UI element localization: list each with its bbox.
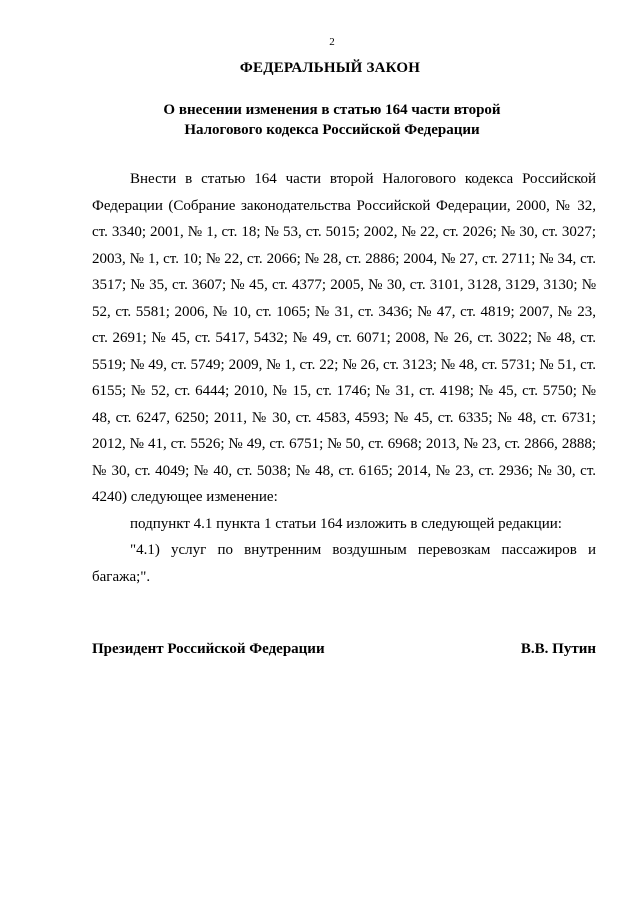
- document-type-heading: ФЕДЕРАЛЬНЫЙ ЗАКОН: [239, 60, 421, 76]
- paragraph-new-wording: "4.1) услуг по внутренним воздушным перевозкам пассажиров и багажа;".: [92, 542, 596, 585]
- document-body: [92, 166, 596, 590]
- signatory-name: В.В. Путин: [520, 641, 596, 657]
- title-line-2: Налогового кодекса Российской Федерации: [184, 122, 480, 138]
- signatory-position: Президент Российской Федерации: [92, 641, 325, 657]
- paragraph-subpoint-instruction: подпункт 4.1 пункта 1 статьи 164 изложить в следующей редакции:: [130, 515, 562, 532]
- page-number: 2: [329, 36, 335, 48]
- paragraph-amendment-intro: Внести в статью 164 части второй Налогового кодекса Российской Федерации (Собрание законодательства Российской Федерации, 2000, № 32, ст. 3340; 2001, № 1, ст. 18; № 53, ст. 5015; 2002, № 22, ст. 2026; № 30, ст. 3027; 2003, № 1, ст. 10; № 22, ст. 2066; № 28, ст. 2886; 2004, № 27, ст. 2711; № 34, ст. 3517; № 35, ст. 3607; № 45, ст. 4377; 2005, № 30, ст. 3101, 3128, 3129, 3130; № 52, ст. 5581; 2006, № 10, ст. 1065; № 31, ст. 3436; № 47, ст. 4819; 2007, № 23, ст. 2691; № 45, ст. 5417, 5432; № 49, ст. 6071; 2008, № 26, ст. 3022; № 48, ст. 5519; № 49, ст. 5749; 2009, № 1, ст. 22; № 26, ст. 3123; № 48, ст. 5731; № 51, ст. 6155; № 52, ст. 6444; 2010, № 15, ст. 1746; № 31, ст. 4198; № 45, ст. 5750; № 48, ст. 6247, 6250; 2011, № 30, ст. 4583, 4593; № 45, ст. 6335; № 48, ст. 6731; 2012, № 41, ст. 5526; № 49, ст. 6751; № 50, ст. 6968; 2013, № 23, ст. 2866, 2888; № 30, ст. 4049; № 40, ст. 5038; № 48, ст. 6165; 2014, № 23, ст. 2936; № 30, ст. 4240) следующее изменение:: [92, 171, 596, 505]
- document-title: [12, 100, 640, 140]
- title-line-1: О внесении изменения в статью 164 части второй: [163, 102, 501, 118]
- signature-block: [92, 641, 596, 658]
